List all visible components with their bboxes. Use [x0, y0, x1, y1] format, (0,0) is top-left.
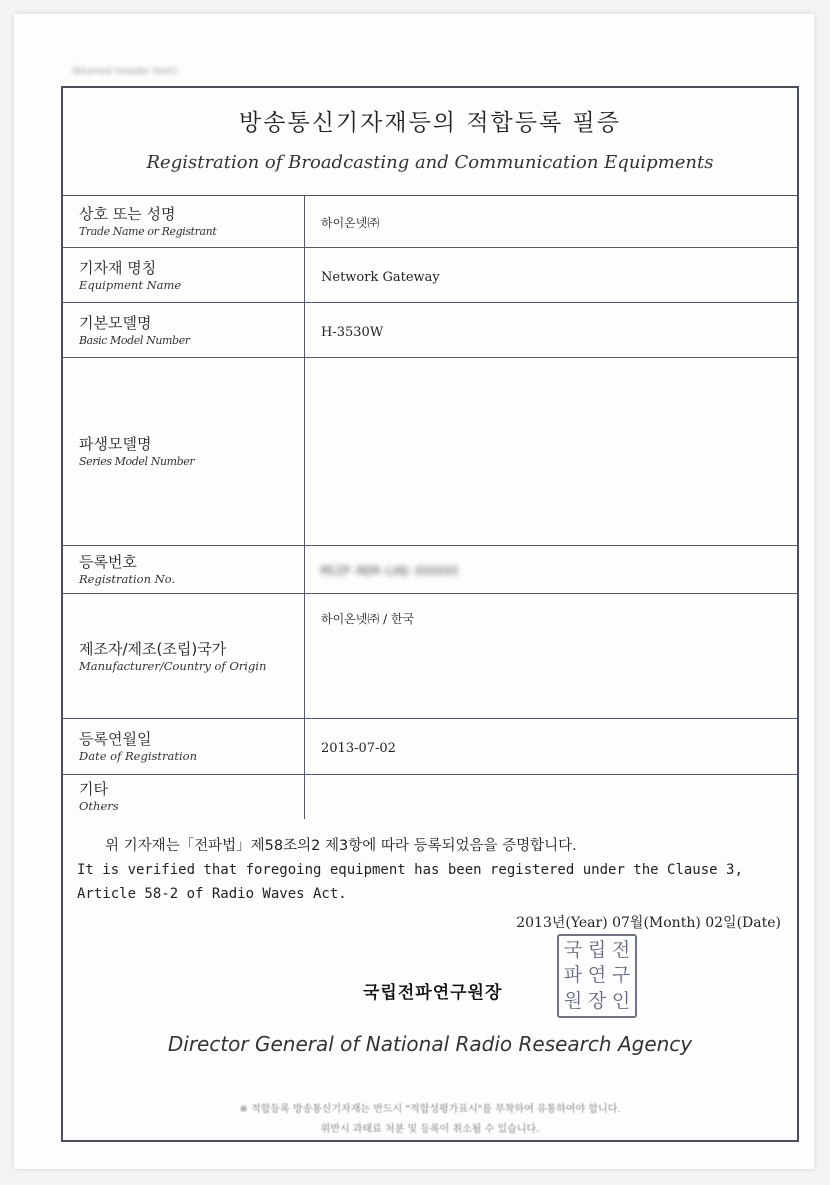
equipment-name-label: [63, 248, 305, 303]
table-row: [63, 594, 797, 719]
label-english: Others: [79, 799, 119, 814]
seal-char: 파: [563, 964, 583, 987]
trade-name-label: [63, 196, 305, 248]
table-row: [63, 775, 797, 819]
title-korean: 방송통신기자재등의 적합등록 필증: [239, 110, 621, 136]
others-value: [305, 775, 798, 819]
seal-char: 연: [587, 964, 607, 987]
label-english: Equipment Name: [79, 277, 182, 292]
others-label: [63, 775, 305, 819]
issue-date: 2013년(Year) 07월(Month) 02일(Date): [516, 915, 781, 931]
label-korean: 제조자/제조(조립)국가: [79, 639, 227, 658]
label-korean: 기본모델명: [79, 313, 152, 332]
registration-no-value: [305, 546, 798, 594]
manufacturer-value: [305, 594, 798, 719]
seal-char: 원: [563, 989, 583, 1012]
label-korean: 등록연월일: [79, 730, 152, 748]
seal-char: 장: [587, 989, 607, 1012]
label-english: Basic Model Number: [79, 333, 190, 347]
basic-model-value: [305, 303, 798, 358]
label-english: Date of Registration: [79, 749, 198, 763]
value-text: 하이온넷㈜ / 한국: [321, 612, 415, 626]
top-note: (blurred header text): [72, 66, 177, 77]
label-english: Manufacturer/Country of Origin: [79, 658, 267, 673]
label-korean: 기타: [79, 780, 108, 799]
registration-no-label: [63, 546, 305, 594]
table-row: [63, 358, 797, 546]
label-korean: 상호 또는 성명: [79, 205, 176, 223]
table-row: [63, 719, 797, 775]
table-row: [63, 248, 797, 303]
value-text: H-3530W: [321, 324, 384, 340]
registration-table: [63, 195, 797, 819]
director-korean: 국립전파연구원장: [363, 983, 503, 1003]
manufacturer-label: [63, 594, 305, 719]
seal-char: 국: [563, 939, 583, 961]
footnote: [63, 1100, 797, 1140]
label-korean: 기자재 명칭: [79, 258, 157, 277]
footnote-line-1: ※ 적합등록 방송통신기자재는 반드시 "적합성평가표시"를 부착하여 유통하여야 합니다.: [239, 1104, 621, 1115]
label-korean: 등록번호: [79, 553, 137, 571]
label-korean: 파생모델명: [79, 435, 152, 453]
series-model-label: [63, 358, 305, 546]
basic-model-label: [63, 303, 305, 358]
official-seal-stamp: [557, 934, 637, 1018]
trade-name-value: [305, 196, 798, 248]
footnote-line-2: 위반시 과태료 처분 및 등록이 취소될 수 있습니다.: [320, 1124, 540, 1135]
seal-char: 립: [587, 939, 607, 961]
seal-char: 전: [611, 939, 631, 961]
statement-korean: 위 기자재는「전파법」제58조의2 제3항에 따라 등록되었음을 증명합니다.: [105, 838, 577, 854]
date-of-registration-label: [63, 719, 305, 775]
label-english: Registration No.: [79, 572, 176, 586]
seal-char: 인: [611, 989, 631, 1012]
value-text-redacted: MSIP-REM-LHQ-XXXXXX: [321, 564, 459, 578]
table-row: [63, 546, 797, 594]
label-english: Trade Name or Registrant: [79, 225, 217, 238]
table-row: [63, 303, 797, 358]
equipment-name-value: [305, 248, 798, 303]
label-english: Series Model Number: [79, 455, 195, 468]
series-model-value: [305, 358, 798, 546]
director-english: Director General of National Radio Research Agency: [167, 1032, 693, 1056]
statement-english: It is verified that foregoing equipment has been registered under the Clause 3, Article 58-2 of Radio Waves Act.: [77, 862, 743, 902]
date-of-registration-value: [305, 719, 798, 775]
certificate-page: [14, 14, 814, 1169]
seal-char: 구: [611, 964, 631, 987]
value-text: Network Gateway: [321, 269, 440, 285]
certificate-frame: [61, 86, 799, 1142]
title-english: Registration of Broadcasting and Communication Equipments: [146, 152, 714, 173]
table-row: [63, 196, 797, 248]
value-text: 2013-07-02: [321, 741, 396, 756]
value-text: 하이온넷㈜: [321, 216, 380, 230]
